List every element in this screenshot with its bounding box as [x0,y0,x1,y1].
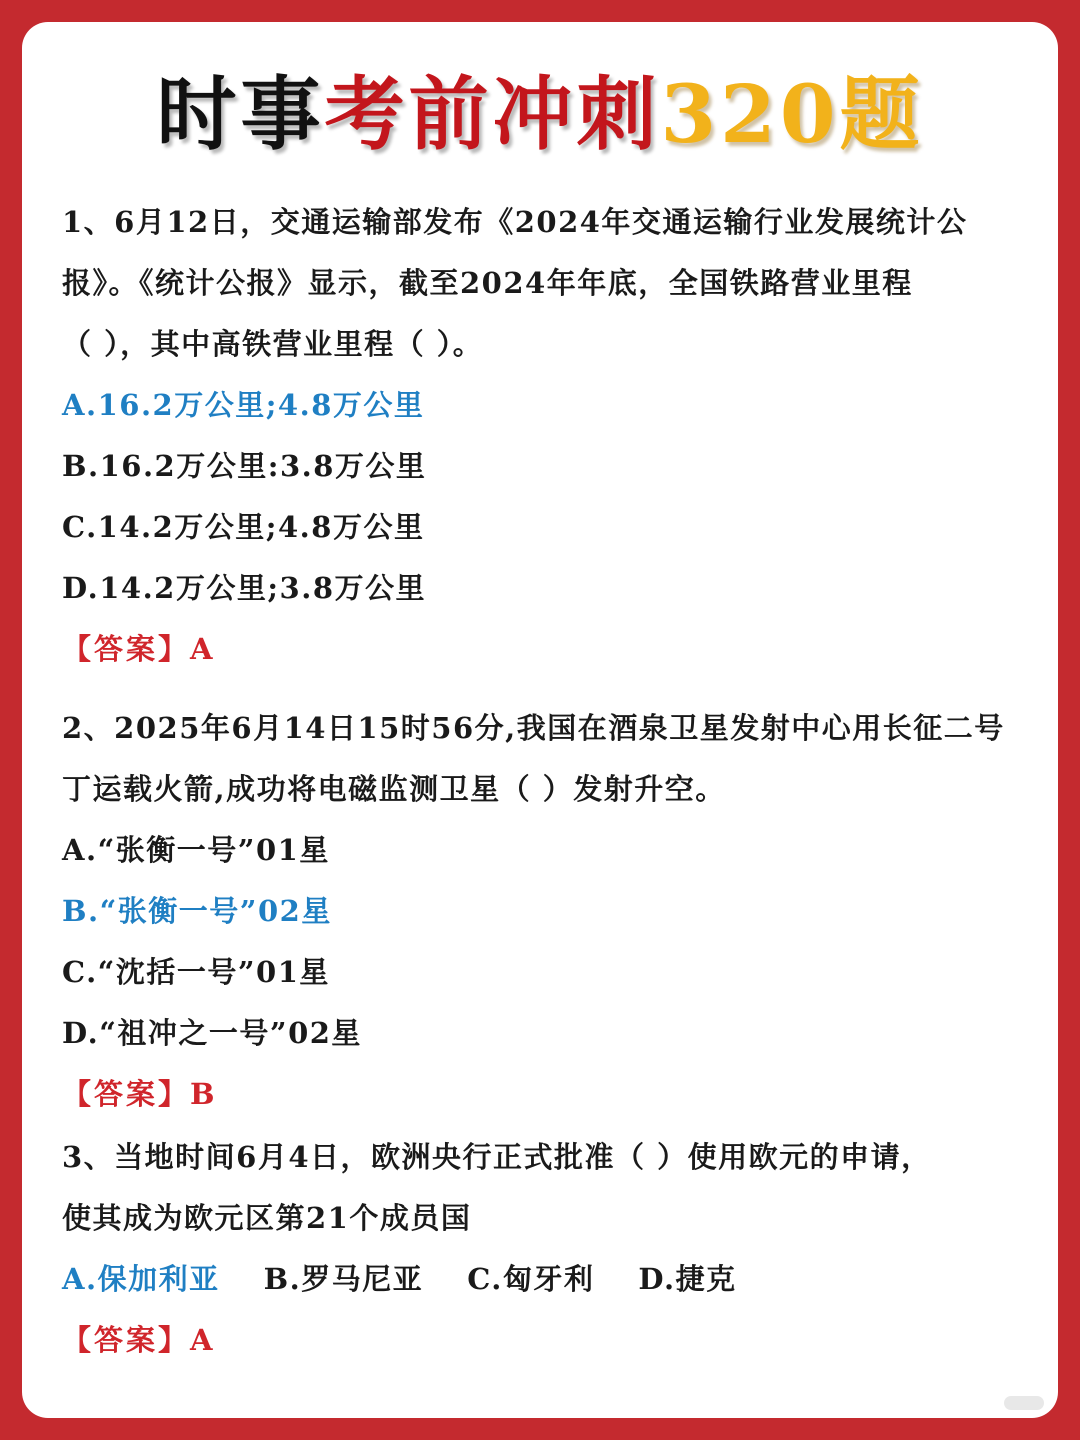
question-1-option-c: C.14.2万公里;4.8万公里 [62,510,425,544]
question-2-option-b: B.“张衡一号”02星 [62,894,332,928]
question-3-option-d: D.捷克 [638,1262,737,1296]
question-2-option-d: D.“祖冲之一号”02星 [62,1016,362,1050]
title-part-question-count: 320题 [660,67,924,161]
question-3-options-row [62,1249,1022,1310]
question-1-text-line: 1、6月12日，交通运输部发布《2024年交通运输行业发展统计公 [62,205,968,239]
question-1-option-a: A.16.2万公里;4.8万公里 [62,388,425,422]
question-2-option-c: C.“沈括一号”01星 [62,955,330,989]
question-1 [62,192,1022,680]
question-3-option-a: A.保加利亚 [62,1262,220,1296]
question-3-option-b: B.罗马尼亚 [263,1262,424,1296]
page-title [22,67,1058,161]
question-2-text-line: 2、2025年6月14日15时56分,我国在酒泉卫星发射中心用长征二号 [62,711,1005,745]
question-3-option-c: C.匈牙利 [467,1262,595,1296]
question-2 [62,698,1022,1125]
question-1-option-b: B.16.2万公里:3.8万公里 [62,449,427,483]
question-2-option-a: A.“张衡一号”01星 [62,833,330,867]
question-1-answer: 【答案】A [62,632,216,666]
question-1-option-d: D.14.2万公里;3.8万公里 [62,571,426,605]
watermark-badge [1004,1396,1044,1410]
question-3-text-line: 使其成为欧元区第21个成员国 [62,1201,472,1235]
question-3-answer: 【答案】A [62,1323,216,1357]
question-3-text-line: 3、当地时间6月4日，欧洲央行正式批准（ ）使用欧元的申请， [62,1140,932,1174]
question-list [62,192,1022,1371]
question-2-text-line: 丁运载火箭,成功将电磁监测卫星（ ）发射升空。 [62,772,726,806]
title-part-current-affairs: 时事 [156,67,325,161]
title-part-final-sprint: 考前冲刺 [324,67,661,161]
content-card [22,22,1058,1418]
question-1-text-line: （ ），其中高铁营业里程（ ）。 [62,327,484,361]
question-1-text-line: 报》。《统计公报》显示，截至2024年年底，全国铁路营业里程 [62,266,913,300]
question-2-answer: 【答案】B [62,1077,218,1111]
question-3 [62,1127,1022,1371]
